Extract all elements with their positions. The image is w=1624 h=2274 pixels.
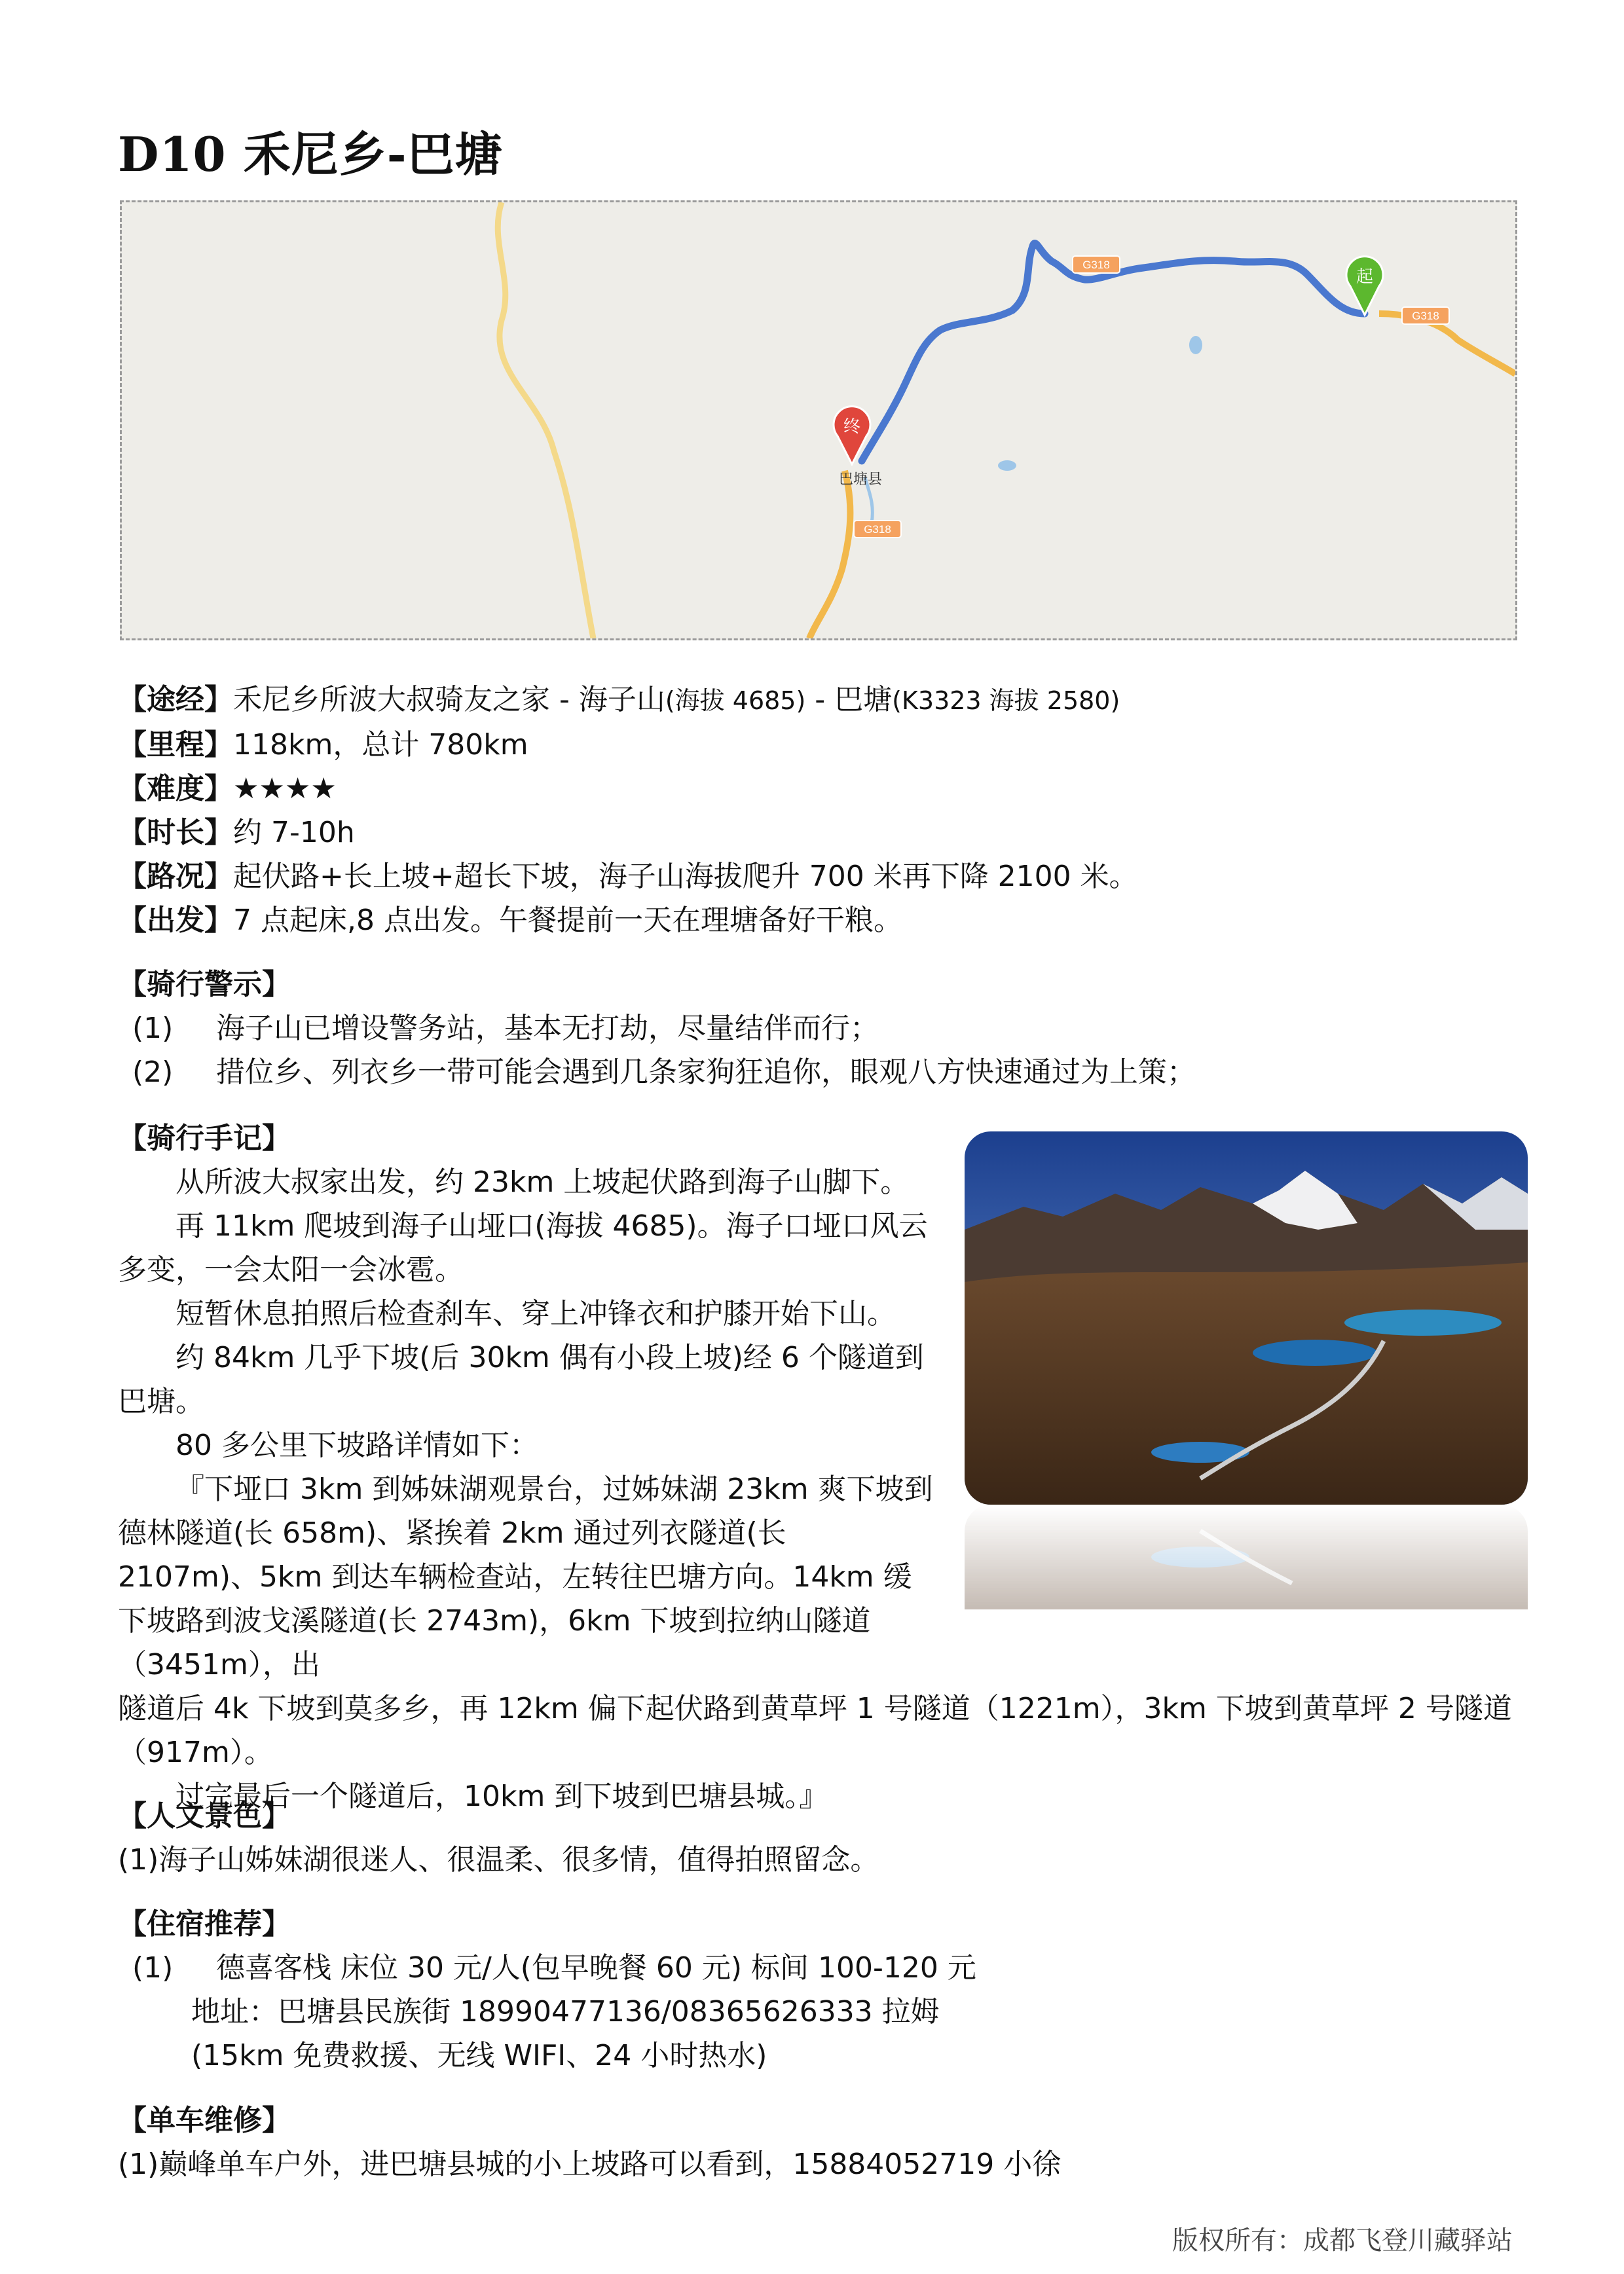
road-text: 起伏路+长上坡+超长下坡，海子山海拔爬升 700 米再下降 2100 米。 (233, 860, 1138, 893)
copyright-footer: 版权所有：成都飞登川藏驿站 (1172, 2226, 1513, 2256)
lodging-section (118, 1902, 1519, 2078)
via-altitude-haizishan: (海拔 4685) (665, 686, 806, 715)
page-title: D10 禾尼乡-巴塘 (118, 126, 503, 182)
notes-paragraph-1: 从所波大叔家出发，约 23km 上坡起伏路到海子山脚下。 (175, 1165, 910, 1199)
provincial-road-left (498, 202, 593, 638)
repair-title: 【单车维修】 (118, 2104, 291, 2137)
repair-item (118, 2142, 1519, 2186)
warnings-title: 【骑行警示】 (118, 968, 291, 1001)
warning-item (118, 1050, 1519, 1094)
place-label-batang: 巴塘县 (839, 471, 883, 487)
departure-text: 7 点起床,8 点出发。午餐提前一天在理塘备好干粮。 (233, 904, 902, 937)
notes-paragraph-6-continued: 隧道后 4k 下坡到莫多乡，再 12km 偏下起伏路到黄草坪 1 号隧道（1221m），3km 下坡到黄草坪 2 号隧道（917m）。 (118, 1692, 1512, 1769)
lodging-item (118, 1946, 1519, 1990)
warning-item (118, 1006, 1519, 1050)
duration-label: 【时长】 (118, 816, 233, 849)
lake-mountain-photo-reflection (965, 1505, 1528, 1609)
cycling-route (862, 244, 1365, 461)
g318-label-south-text: G318 (864, 523, 891, 536)
warning-text: 措位乡、列衣乡一带可能会遇到几条家狗狂追你，眼观八方快速通过为上策； (216, 1055, 1196, 1089)
lodging-num: (1) (132, 1951, 174, 1985)
warning-text: 海子山已增设警务站，基本无打劫，尽量结伴而行； (216, 1012, 879, 1045)
difficulty-row (118, 767, 1519, 811)
notes-title: 【骑行手记】 (118, 1122, 291, 1155)
distance-text: 118km，总计 780km (233, 728, 528, 761)
distance-row (118, 723, 1519, 767)
lake-1 (1189, 336, 1202, 354)
lodging-text: 德喜客栈 床位 30 元/人(包早晚餐 60 元) 标间 100-120 元 (216, 1951, 976, 1985)
g318-label-east (1402, 307, 1449, 324)
repair-section (118, 2099, 1519, 2186)
warning-num: (2) (132, 1055, 174, 1089)
culture-item (118, 1838, 1519, 1882)
notes-paragraph-2: 再 11km 爬坡到海子山垭口(海拔 4685)。海子口垭口风云多变，一会太阳一会冰雹。 (118, 1209, 928, 1287)
via-text: 禾尼乡所波大叔骑友之家 - 海子山 (233, 683, 665, 716)
duration-text: 约 7-10h (233, 816, 355, 849)
notes-paragraph-6: 『下垭口 3km 到姊妹湖观景台，过姊妹湖 23km 爽下坡到德林隧道(长 658m)、紧挨着 2km 通过列衣隧道(长 2107m)、5km 到达车辆检查站，左转往巴塘方向。14km 缓下坡路到波戈溪隧道(长 2743m)，6km 下坡到拉纳山隧道（3451m），出 (118, 1473, 933, 1681)
via-row (118, 678, 1519, 723)
culture-section (118, 1794, 1519, 1882)
road-row (118, 854, 1519, 898)
route-info (118, 678, 1519, 942)
route-map-svg (122, 202, 1515, 638)
end-marker-label: 终 (843, 417, 861, 437)
difficulty-stars: ★★★★ (233, 772, 337, 805)
lake-2 (998, 460, 1016, 471)
via-altitude-batang: (K3323 海拔 2580) (892, 686, 1120, 715)
road-label: 【路况】 (118, 860, 233, 893)
notes-paragraph-4: 约 84km 几乎下坡(后 30km 偶有小段上坡)经 6 个隧道到巴塘。 (118, 1341, 924, 1418)
culture-text: 海子山姊妹湖很迷人、很温柔、很多情，值得拍照留念。 (158, 1843, 879, 1877)
duration-row (118, 811, 1519, 854)
via-label: 【途经】 (118, 683, 233, 716)
g318-road-south (809, 471, 850, 638)
notes-paragraph-3: 短暂休息拍照后检查刹车、穿上冲锋衣和护膝开始下山。 (175, 1297, 896, 1330)
departure-label: 【出发】 (118, 904, 233, 937)
g318-label-south (854, 521, 901, 538)
notes-paragraph-5: 80 多公里下坡路详情如下： (175, 1429, 538, 1462)
culture-title: 【人文景色】 (118, 1799, 291, 1833)
repair-num: (1) (118, 2148, 159, 2181)
culture-num: (1) (118, 1843, 159, 1877)
lodging-address: 地址：巴塘县民族街 18990477136/08365626333 拉姆 (191, 1995, 940, 2028)
lake-mountain-photo (965, 1131, 1528, 1505)
lodging-title: 【住宿推荐】 (118, 1907, 291, 1941)
route-map[interactable] (120, 200, 1517, 640)
warnings-section (118, 963, 1519, 1094)
g318-label-north (1073, 256, 1120, 273)
g318-label-east-text: G318 (1412, 310, 1439, 322)
start-marker-label: 起 (1356, 267, 1374, 287)
warning-num: (1) (132, 1012, 174, 1045)
distance-label: 【里程】 (118, 728, 233, 761)
lodging-extra: (15km 免费救援、无线 WIFI、24 小时热水) (191, 2039, 767, 2072)
departure-row (118, 898, 1519, 942)
difficulty-label: 【难度】 (118, 772, 233, 805)
g318-label-north-text: G318 (1082, 259, 1110, 271)
notes-paragraph-7: 过完最后一个隧道后，10km 到下坡到巴塘县城。』 (175, 1780, 828, 1813)
repair-text: 巅峰单车户外，进巴塘县城的小上坡路可以看到，15884052719 小徐 (158, 2148, 1061, 2181)
start-marker[interactable] (1346, 257, 1383, 315)
via-separator: - 巴塘 (805, 683, 893, 716)
